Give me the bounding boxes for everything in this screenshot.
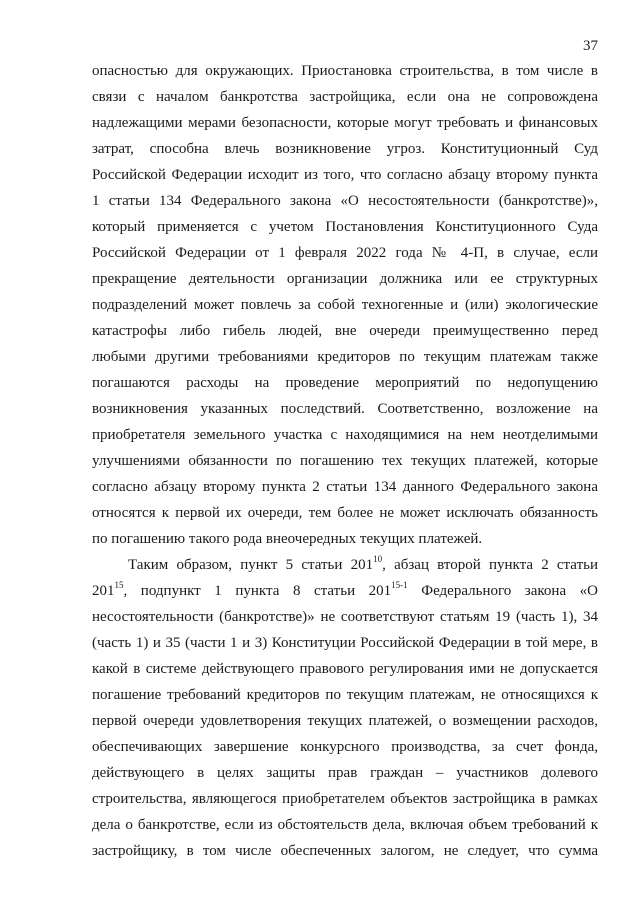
superscript: 10 (373, 554, 383, 564)
text-fragment: Таким образом, пункт 5 статьи 201 (128, 557, 374, 573)
text-line: любыми другими требованиями кредиторов по текущим платежам также (92, 349, 598, 365)
text-line (128, 555, 598, 575)
text-fragment: 201 (92, 583, 115, 599)
text-line: подразделений может повлечь за собой техногенные и (или) экологические (92, 297, 598, 313)
text-line: относятся к первой их очереди, тем более не может исключать обязанность (92, 505, 598, 521)
text-line: катастрофы либо гибель людей, вне очереди преимущественно перед (92, 323, 598, 339)
text-line: действующего в целях защиты прав граждан – участников долевого (92, 765, 598, 781)
text-line: прекращение деятельности организации должника или ее структурных (92, 271, 598, 287)
text-line: согласно абзацу второму пункта 2 статьи 134 данного Федерального закона (92, 479, 598, 495)
text-line: 1 статьи 134 Федерального закона «О несостоятельности (банкротстве)», (92, 193, 598, 209)
text-line: застройщику, в том числе обеспеченных залогом, не следует, что сумма (92, 843, 598, 859)
text-fragment: Федерального закона «О (407, 583, 598, 599)
text-line: какой в системе действующего правового регулирования ими не допускается (92, 661, 598, 677)
text-line: опасностью для окружающих. Приостановка строительства, в том числе в (92, 63, 598, 79)
text-line: который применяется с учетом Постановления Конституционного Суда (92, 219, 598, 235)
text-fragment: , подпункт 1 пункта 8 статьи 201 (123, 583, 392, 599)
superscript: 15 (114, 580, 124, 590)
text-line (92, 581, 598, 601)
text-line: связи с началом банкротства застройщика, если она не сопровождена (92, 89, 598, 105)
text-line: (часть 1) и 35 (части 1 и 3) Конституции Российской Федерации в той мере, в (92, 635, 598, 651)
text-line: строительства, являющегося приобретателем объектов застройщика в рамках (92, 791, 598, 807)
text-line: надлежащими мерами безопасности, которые могут требовать и финансовых (92, 115, 598, 131)
text-line: возникновения указанных последствий. Соответственно, возложение на (92, 401, 598, 417)
text-line: по погашению такого рода внеочередных текущих платежей. (92, 531, 483, 547)
text-line: улучшениями обязанности по погашению тех текущих платежей, которые (92, 453, 598, 469)
text-line: затрат, способна влечь возникновение угроз. Конституционный Суд (92, 141, 598, 157)
text-line: Российской Федерации от 1 февраля 2022 года № 4-П, в случае, если (92, 245, 598, 261)
text-line: Российской Федерации исходит из того, что согласно абзацу второму пункта (92, 167, 598, 183)
superscript: 15-1 (391, 580, 408, 590)
text-line: несостоятельности (банкротстве)» не соответствуют статьям 19 (часть 1), 34 (92, 609, 598, 625)
page-number: 37 (583, 38, 598, 54)
text-line: первой очереди удовлетворения текущих платежей, о возмещении расходов, (92, 713, 598, 729)
text-line: приобретателя земельного участка с находящимися на нем неотделимыми (92, 427, 598, 443)
text-line: дела о банкротстве, если из обстоятельств дела, включая объем требований к (92, 817, 598, 833)
text-line: погашение требований кредиторов по текущим платежам, не относящихся к (92, 687, 598, 703)
text-line: погашаются расходы на проведение мероприятий по недопущению (92, 375, 598, 391)
text-fragment: , абзац второй пункта 2 статьи (382, 557, 598, 573)
text-line: обеспечивающих завершение конкурсного производства, за счет фонда, (92, 739, 598, 755)
